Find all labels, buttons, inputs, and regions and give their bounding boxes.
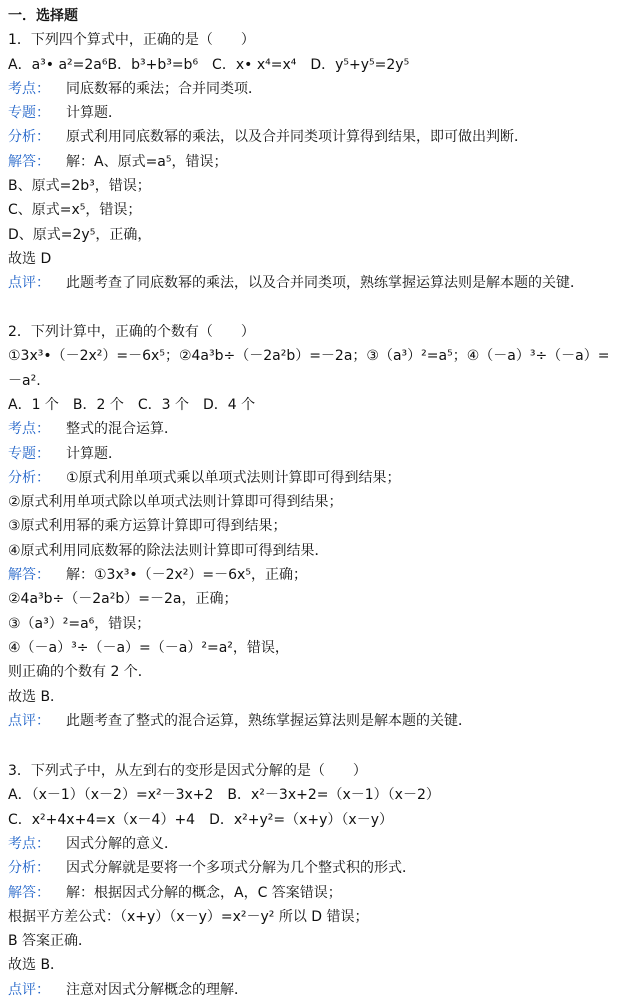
dianping-label: 点评： <box>8 712 50 729</box>
q3-fenxi-text: 因式分解就是要将一个多项式分解为几个整式积的形式． <box>66 860 416 877</box>
q1-kaodian <box>8 77 632 101</box>
q1-jieda-text: 解：A、原式=a⁵，错误； <box>66 153 228 170</box>
q3-jieda-line: B 答案正确． <box>8 933 93 950</box>
q2-stem: 2．下列计算中，正确的个数有（ ） <box>8 324 255 341</box>
q2-fenxi-line: ③原式利用幂的乘方运算计算即可得到结果； <box>8 518 287 535</box>
jieda-label: 解答： <box>8 567 50 584</box>
q2-kaodian-text: 整式的混合运算． <box>66 421 178 438</box>
q3-answer: 故选 B． <box>8 957 65 974</box>
q1-line-d: D、原式=2y⁵，正确， <box>8 226 152 243</box>
q3-fenxi <box>8 856 632 880</box>
q3-dianping-text: 注意对因式分解概念的理解． <box>66 981 248 998</box>
q3-jieda-line: 根据平方差公式：（x+y）（x－y）=x²－y² 所以 D 错误； <box>8 908 369 925</box>
q1-zhuanti <box>8 101 632 125</box>
q2-jieda-line: 则正确的个数有 2 个． <box>8 664 152 681</box>
q1-dianping-text: 此题考查了同底数幂的乘法，以及合并同类项，熟练掌握运算法则是解本题的关键． <box>66 275 584 292</box>
fenxi-label: 分析： <box>8 860 50 877</box>
q2-jieda-line: ②4a³b÷（－2a²b）=－2a，正确； <box>8 591 238 608</box>
dianping-label: 点评： <box>8 981 50 998</box>
q2-dianping-text: 此题考查了整式的混合运算，熟练掌握运算法则是解本题的关键． <box>66 712 472 729</box>
q2-choices: A．1 个 B．2 个 C．3 个 D．4 个 <box>8 396 256 413</box>
q1-fenxi-text: 原式利用同底数幂的乘法，以及合并同类项计算得到结果，即可做出判断． <box>66 129 528 146</box>
dianping-label: 点评： <box>8 275 50 292</box>
q1-line-c: C、原式=x⁵，错误； <box>8 202 142 219</box>
q2-jieda-line: ③（a³）²=a⁶，错误； <box>8 615 151 632</box>
q1-zhuanti-text: 计算题． <box>66 105 122 122</box>
kaodian-label: 考点： <box>8 836 50 852</box>
q1-jieda <box>8 150 632 174</box>
q2-fenxi <box>8 466 632 490</box>
spacer <box>8 733 632 759</box>
kaodian-label: 考点： <box>8 80 50 97</box>
q1-kaodian-text: 同底数幂的乘法；合并同类项． <box>66 80 262 97</box>
section-title: 一．选择题 <box>8 8 78 24</box>
q2-answer: 故选 B． <box>8 688 65 705</box>
q2-zhuanti <box>8 442 632 466</box>
jieda-label: 解答： <box>8 153 50 170</box>
q2-zhuanti-text: 计算题． <box>66 445 122 462</box>
kaodian-label: 考点： <box>8 421 50 438</box>
zhuanti-label: 专题： <box>8 445 50 462</box>
q1-fenxi <box>8 125 632 149</box>
spacer <box>8 296 632 321</box>
q1-line-b: B、原式=2b³，错误； <box>8 178 151 195</box>
q2-fenxi-line: ②原式利用单项式除以单项式法则计算即可得到结果； <box>8 494 343 511</box>
fenxi-label: 分析： <box>8 129 50 146</box>
q2-options-2: －a². <box>8 372 41 389</box>
q2-jieda <box>8 563 632 587</box>
q2-options-1: ①3x³•（－2x²）=－6x⁵；②4a³b÷（－2a²b）=－2a；③（a³）²=a⁵；④（－a）³÷（－a）= <box>8 348 610 365</box>
question-2 <box>8 320 632 733</box>
q1-dianping <box>8 271 632 295</box>
q2-jieda-text: 解：①3x³•（－2x²）=－6x⁵，正确； <box>66 567 307 584</box>
q3-kaodian <box>8 832 632 856</box>
fenxi-label: 分析： <box>8 469 50 486</box>
q1-stem: 1．下列四个算式中，正确的是（ ） <box>8 32 255 49</box>
q3-options-2: C．x²+4x+4=x（x－4）+4 D．x²+y²=（x+y）（x－y） <box>8 811 393 828</box>
q3-jieda-text: 解：根据因式分解的概念，A，C 答案错误； <box>66 884 342 901</box>
q3-jieda <box>8 881 632 905</box>
zhuanti-label: 专题： <box>8 105 50 122</box>
q3-dianping <box>8 978 632 1002</box>
q2-jieda-line: ④（－a）³÷（－a）=（－a）²=a²，错误， <box>8 639 289 656</box>
question-3 <box>8 759 632 1002</box>
q2-fenxi-text: ①原式利用单项式乘以单项式法则计算即可得到结果； <box>66 469 401 486</box>
question-1 <box>8 28 632 295</box>
q3-options-1: A．（x－1）（x－2）=x²－3x+2 B．x²－3x+2=（x－1）（x－2） <box>8 787 440 804</box>
q2-dianping <box>8 709 632 733</box>
jieda-label: 解答： <box>8 884 50 901</box>
q2-kaodian <box>8 417 632 441</box>
q3-stem: 3．下列式子中，从左到右的变形是因式分解的是（ ） <box>8 763 367 780</box>
q1-options: A．a³• a²=2a⁶B．b³+b³=b⁶ C．x• x⁴=x⁴ D．y⁵+y⁵=2y⁵ <box>8 56 410 73</box>
q2-fenxi-line: ④原式利用同底数幂的除法法则计算即可得到结果． <box>8 542 329 559</box>
q1-answer: 故选 D <box>8 250 52 267</box>
q3-kaodian-text: 因式分解的意义． <box>66 836 178 852</box>
